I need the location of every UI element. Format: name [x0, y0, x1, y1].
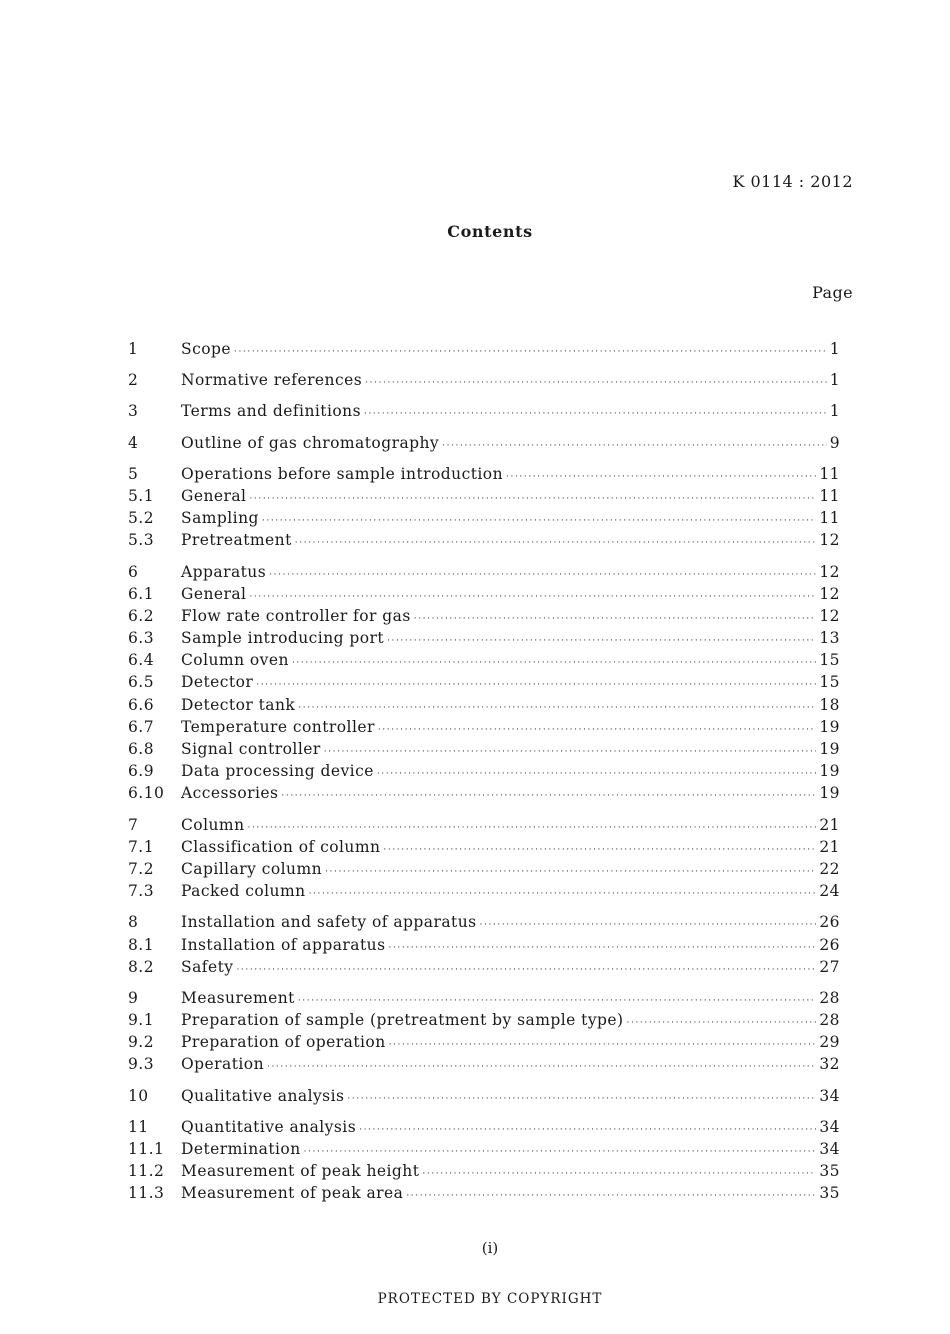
toc-entry — [128, 784, 840, 806]
toc-entry — [128, 762, 840, 784]
toc-entry-title: Detector tank — [181, 695, 296, 714]
toc-entry-page: 11 — [819, 509, 840, 528]
toc-entry-title: Classification of column — [181, 837, 381, 856]
toc-entry — [128, 607, 840, 629]
toc-entry-page: 21 — [819, 815, 840, 834]
toc-entry — [128, 740, 840, 762]
toc-entry-number: 5 — [128, 464, 139, 483]
toc-entry-page: 12 — [819, 562, 840, 581]
toc-entry-number: 6 — [128, 562, 139, 581]
toc-dot-leader — [387, 636, 816, 646]
toc-dot-leader — [249, 494, 816, 504]
copyright-notice: PROTECTED BY COPYRIGHT — [377, 1291, 603, 1307]
toc-entry-number: 3 — [128, 402, 139, 421]
toc-entry-title: Data processing device — [181, 762, 374, 781]
toc-dot-leader — [309, 889, 817, 899]
toc-entry — [128, 1162, 840, 1184]
toc-entry-number: 9.2 — [128, 1033, 155, 1052]
toc-entry — [128, 1055, 840, 1077]
toc-entry-number: 5.3 — [128, 531, 155, 550]
toc-entry-page: 1 — [829, 402, 840, 421]
toc-entry-number: 8.2 — [128, 957, 155, 976]
toc-entry-title: Outline of gas chromatography — [181, 433, 440, 452]
toc-entry — [128, 816, 840, 838]
toc-entry — [128, 958, 840, 980]
page-column-label: Page — [812, 283, 853, 302]
toc-dot-leader — [248, 823, 817, 833]
toc-entry-page: 15 — [819, 651, 840, 670]
toc-entry — [128, 1087, 840, 1109]
toc-entry-title: Measurement of peak height — [181, 1162, 420, 1181]
toc-dot-leader — [234, 347, 827, 357]
toc-entry — [128, 651, 840, 673]
toc-entry — [128, 989, 840, 1011]
toc-entry-number: 6.9 — [128, 762, 155, 781]
toc-entry — [128, 882, 840, 904]
toc-entry — [128, 718, 840, 740]
toc-dot-leader — [295, 538, 817, 548]
toc-entry-title: Capillary column — [181, 859, 323, 878]
toc-entry-page: 12 — [819, 531, 840, 550]
toc-entry-number: 6.6 — [128, 695, 155, 714]
toc-entry-page: 34 — [819, 1140, 840, 1158]
toc-entry — [128, 563, 840, 585]
toc-entry-page: 32 — [819, 1055, 840, 1074]
toc-section-group — [128, 563, 840, 807]
toc-entry — [128, 585, 840, 607]
toc-entry-page: 35 — [819, 1184, 840, 1203]
toc-entry-number: 11.1 — [128, 1140, 165, 1158]
toc-entry — [128, 913, 840, 935]
toc-entry-page: 26 — [819, 935, 840, 954]
toc-entry-number: 6.1 — [128, 584, 155, 603]
toc-entry-page: 24 — [819, 882, 840, 901]
toc-entry-page: 19 — [819, 717, 840, 736]
toc-entry-page: 22 — [819, 859, 840, 878]
toc-entry — [128, 1184, 840, 1206]
toc-entry-title: Pretreatment — [181, 531, 292, 550]
toc-entry — [128, 860, 840, 882]
toc-dot-leader — [304, 1147, 817, 1157]
toc-entry-number: 6.3 — [128, 629, 155, 648]
toc-entry-title: Installation of apparatus — [181, 935, 386, 954]
toc-entry — [128, 371, 840, 393]
toc-entry-number: 6.2 — [128, 606, 155, 625]
toc-entry-page: 28 — [819, 988, 840, 1007]
toc-dot-leader — [480, 920, 817, 930]
toc-entry-number: 11.3 — [128, 1184, 165, 1203]
toc-section-group — [128, 989, 840, 1078]
toc-dot-leader — [506, 472, 816, 482]
toc-entry — [128, 340, 840, 362]
toc-dot-leader — [256, 680, 816, 690]
toc-entry-number: 7 — [128, 815, 139, 834]
toc-entry-number: 7.2 — [128, 859, 155, 878]
toc-entry — [128, 673, 840, 695]
toc-dot-leader — [627, 1018, 817, 1028]
toc-entry-title: Sample introducing port — [181, 629, 385, 648]
page-title: Contents — [447, 222, 533, 241]
toc-section-group — [128, 465, 840, 554]
toc-entry-page: 19 — [819, 784, 840, 803]
toc-section-group — [128, 1087, 840, 1109]
toc-entry-title: Qualitative analysis — [181, 1086, 345, 1105]
toc-dot-leader — [406, 1191, 816, 1201]
toc-entry-number: 7.3 — [128, 882, 155, 901]
standard-id: K 0114 : 2012 — [732, 172, 853, 191]
toc-entry — [128, 1118, 840, 1140]
toc-entry — [128, 509, 840, 531]
toc-entry-page: 29 — [819, 1033, 840, 1052]
toc-entry-title: Preparation of operation — [181, 1033, 386, 1052]
toc-section-group — [128, 371, 840, 393]
toc-entry-title: Normative references — [181, 371, 363, 390]
toc-entry-title: Signal controller — [181, 740, 321, 758]
toc-dot-leader — [269, 570, 816, 580]
toc-entry-number: 5.2 — [128, 509, 155, 528]
toc-dot-leader — [414, 614, 817, 624]
footer-page-number: (i) — [481, 1239, 499, 1257]
toc-entry-page: 19 — [819, 740, 840, 758]
toc-entry-title: General — [181, 486, 247, 505]
toc-entry-page: 11 — [819, 464, 840, 483]
toc-entry — [128, 629, 840, 651]
toc-entry-page: 34 — [819, 1086, 840, 1105]
toc-entry-page: 9 — [829, 433, 840, 452]
toc-entry-title: Packed column — [181, 882, 306, 901]
toc-entry — [128, 487, 840, 509]
toc-dot-leader — [236, 965, 816, 975]
toc-entry-title: Apparatus — [181, 562, 267, 581]
toc-entry — [128, 1033, 840, 1055]
toc-entry — [128, 1011, 840, 1033]
toc-dot-leader — [298, 703, 816, 713]
toc-section-group — [128, 402, 840, 424]
toc-dot-leader — [281, 791, 816, 801]
toc-entry-number: 1 — [128, 340, 139, 358]
toc-dot-leader — [324, 747, 817, 757]
toc-entry-number: 11 — [128, 1117, 149, 1136]
toc-dot-leader — [377, 769, 817, 779]
toc-entry — [128, 936, 840, 958]
toc-entry — [128, 402, 840, 424]
toc-entry-page: 34 — [819, 1117, 840, 1136]
toc-dot-leader — [359, 1125, 816, 1135]
toc-entry — [128, 1140, 840, 1162]
toc-section-group — [128, 913, 840, 980]
toc-entry-title: Measurement of peak area — [181, 1184, 404, 1203]
toc-entry-number: 10 — [128, 1086, 149, 1105]
toc-entry-page: 1 — [829, 340, 840, 358]
toc-entry — [128, 531, 840, 553]
toc-entry-page: 19 — [819, 762, 840, 781]
toc-entry-page: 26 — [819, 913, 840, 932]
toc-dot-leader — [364, 409, 827, 419]
toc-entry-title: Installation and safety of apparatus — [181, 913, 477, 932]
toc-entry-title: Scope — [181, 340, 231, 358]
toc-entry-page: 28 — [819, 1011, 840, 1030]
toc-entry-title: Quantitative analysis — [181, 1117, 357, 1136]
toc-section-group — [128, 1118, 840, 1207]
toc-entry-page: 1 — [829, 371, 840, 390]
toc-entry-title: Operation — [181, 1055, 265, 1074]
toc-entry-page: 21 — [819, 837, 840, 856]
toc-section-group — [128, 340, 840, 362]
toc-entry — [128, 434, 840, 456]
toc-entry-title: Flow rate controller for gas — [181, 606, 411, 625]
toc-entry-number: 9.3 — [128, 1055, 155, 1074]
toc-entry-title: Safety — [181, 957, 234, 976]
toc-dot-leader — [249, 592, 816, 602]
toc-entry-page: 35 — [819, 1162, 840, 1181]
toc-dot-leader — [298, 996, 817, 1006]
toc-entry-number: 8 — [128, 913, 139, 932]
toc-entry-number: 6.4 — [128, 651, 155, 670]
toc-entry-number: 6.5 — [128, 673, 155, 692]
toc-entry-page: 11 — [819, 486, 840, 505]
toc-entry-number: 4 — [128, 433, 139, 452]
toc-section-group — [128, 434, 840, 456]
toc-entry-page: 18 — [819, 695, 840, 714]
toc-entry-title: Determination — [181, 1140, 301, 1158]
toc-entry-title: Accessories — [181, 784, 279, 803]
toc-entry-number: 11.2 — [128, 1162, 165, 1181]
toc-dot-leader — [389, 1040, 817, 1050]
toc-dot-leader — [378, 725, 817, 735]
table-of-contents — [128, 340, 840, 1216]
toc-entry-number: 9.1 — [128, 1011, 155, 1030]
toc-dot-leader — [365, 378, 827, 388]
toc-entry-title: Operations before sample introduction — [181, 464, 504, 483]
toc-entry-number: 6.10 — [128, 784, 165, 803]
toc-dot-leader — [267, 1062, 816, 1072]
toc-dot-leader — [422, 1169, 816, 1179]
toc-entry-title: Terms and definitions — [181, 402, 362, 421]
toc-entry — [128, 838, 840, 860]
toc-entry-page: 12 — [819, 606, 840, 625]
toc-entry-number: 9 — [128, 988, 139, 1007]
toc-section-group — [128, 816, 840, 905]
toc-entry-title: Preparation of sample (pretreatment by sample type) — [181, 1011, 624, 1030]
toc-dot-leader — [389, 943, 817, 953]
toc-entry-title: General — [181, 584, 247, 603]
toc-entry — [128, 465, 840, 487]
toc-entry-title: Column oven — [181, 651, 289, 670]
toc-entry-page: 12 — [819, 584, 840, 603]
toc-entry-number: 6.8 — [128, 740, 155, 758]
toc-dot-leader — [383, 845, 816, 855]
toc-entry — [128, 696, 840, 718]
toc-entry-title: Temperature controller — [181, 717, 375, 736]
toc-entry-page: 27 — [819, 957, 840, 976]
toc-entry-title: Measurement — [181, 988, 295, 1007]
toc-dot-leader — [292, 658, 816, 668]
toc-dot-leader — [262, 516, 816, 526]
toc-entry-number: 2 — [128, 371, 139, 390]
toc-entry-title: Sampling — [181, 509, 259, 528]
toc-entry-number: 7.1 — [128, 837, 155, 856]
toc-entry-number: 6.7 — [128, 717, 155, 736]
toc-entry-title: Column — [181, 815, 245, 834]
toc-dot-leader — [442, 441, 827, 451]
toc-entry-number: 5.1 — [128, 486, 155, 505]
toc-entry-title: Detector — [181, 673, 254, 692]
toc-dot-leader — [347, 1094, 816, 1104]
toc-entry-page: 13 — [819, 629, 840, 648]
toc-dot-leader — [325, 867, 816, 877]
toc-entry-number: 8.1 — [128, 935, 155, 954]
toc-entry-page: 15 — [819, 673, 840, 692]
